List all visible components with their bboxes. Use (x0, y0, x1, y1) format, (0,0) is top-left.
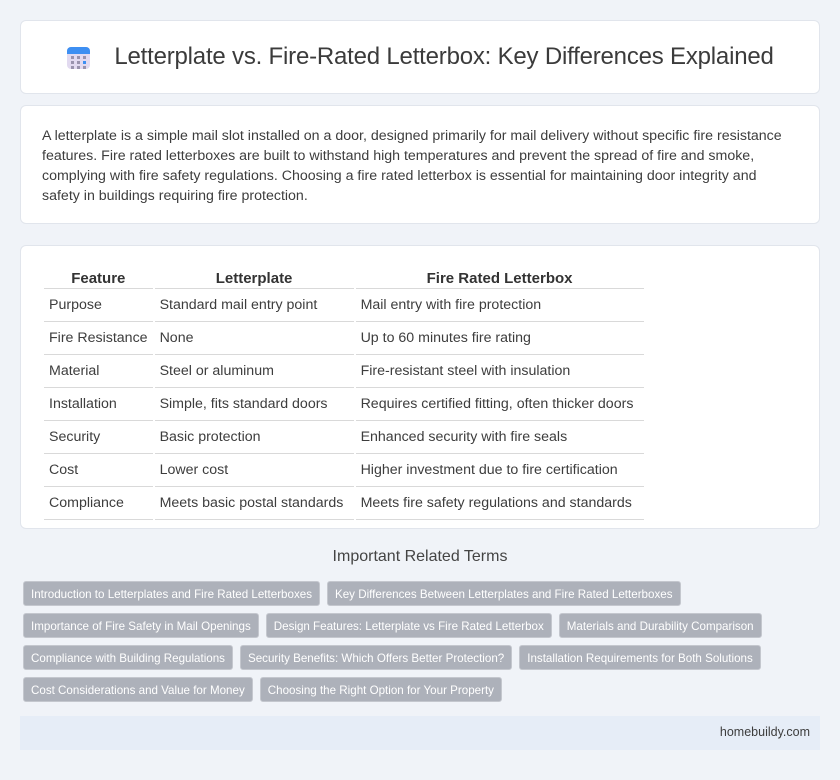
cell-letterplate: Simple, fits standard doors (155, 390, 354, 421)
table-row (44, 423, 644, 454)
cell-feature: Security (44, 423, 153, 454)
cell-letterplate: Steel or aluminum (155, 357, 354, 388)
cell-feature: Fire Resistance (44, 324, 153, 355)
cell-letterplate: Basic protection (155, 423, 354, 454)
cell-fire-rated: Higher investment due to fire certification (356, 456, 644, 487)
cell-fire-rated: Fire-resistant steel with insulation (356, 357, 644, 388)
table-row (44, 291, 644, 322)
cell-fire-rated: Meets fire safety regulations and standards (356, 489, 644, 520)
related-terms-heading: Important Related Terms (332, 548, 508, 565)
calendar-icon (66, 44, 92, 70)
table-row (44, 324, 644, 355)
cell-fire-rated: Mail entry with fire protection (356, 291, 644, 322)
cell-feature: Purpose (44, 291, 153, 322)
related-term-link[interactable]: Security Benefits: Which Offers Better Protection? (240, 645, 512, 670)
related-term-link[interactable]: Design Features: Letterplate vs Fire Rated Letterbox (266, 613, 552, 638)
header (66, 43, 773, 71)
cell-letterplate: Lower cost (155, 456, 354, 487)
cell-feature: Installation (44, 390, 153, 421)
related-term-link[interactable]: Key Differences Between Letterplates and Fire Rated Letterboxes (327, 581, 681, 606)
table-row (44, 390, 644, 421)
cell-fire-rated: Up to 60 minutes fire rating (356, 324, 644, 355)
footer-site-name: homebuildy.com (719, 725, 810, 739)
table-row (44, 357, 644, 388)
header-feature: Feature (44, 268, 153, 289)
related-term-link[interactable]: Introduction to Letterplates and Fire Rated Letterboxes (23, 581, 320, 606)
cell-letterplate: Standard mail entry point (155, 291, 354, 322)
related-term-link[interactable]: Importance of Fire Safety in Mail Openings (23, 613, 259, 638)
related-term-link[interactable]: Choosing the Right Option for Your Property (260, 677, 502, 702)
cell-letterplate: None (155, 324, 354, 355)
comparison-table (42, 266, 646, 522)
related-term-link[interactable]: Installation Requirements for Both Solutions (519, 645, 761, 670)
cell-letterplate: Meets basic postal standards (155, 489, 354, 520)
header-fire-rated-letterbox: Fire Rated Letterbox (356, 268, 644, 289)
related-term-link[interactable]: Cost Considerations and Value for Money (23, 677, 253, 702)
table-row (44, 489, 644, 520)
cell-feature: Material (44, 357, 153, 388)
table-row (44, 456, 644, 487)
cell-fire-rated: Enhanced security with fire seals (356, 423, 644, 454)
related-term-link[interactable]: Compliance with Building Regulations (23, 645, 233, 670)
comparison-table-card (20, 245, 820, 529)
cell-feature: Compliance (44, 489, 153, 520)
footer (20, 716, 820, 750)
related-term-link[interactable]: Materials and Durability Comparison (559, 613, 762, 638)
intro-paragraph: A letterplate is a simple mail slot installed on a door, designed primarily for mail delivery without specific fire resistance features. Fire rated letterboxes are built to withstand high temperatures and prevent the spread of fire and smoke, complying with fire safety regulations. Choosing a fire rated letterbox is essential for maintaining door integrity and safety in buildings requiring fire protection. (42, 128, 782, 204)
related-terms-list (23, 581, 803, 702)
header-card (20, 20, 820, 94)
page-title: Letterplate vs. Fire-Rated Letterbox: Key Differences Explained (114, 43, 774, 70)
header-letterplate: Letterplate (155, 268, 354, 289)
table-header-row (44, 268, 644, 289)
cell-fire-rated: Requires certified fitting, often thicker doors (356, 390, 644, 421)
intro-card (20, 105, 820, 224)
cell-feature: Cost (44, 456, 153, 487)
